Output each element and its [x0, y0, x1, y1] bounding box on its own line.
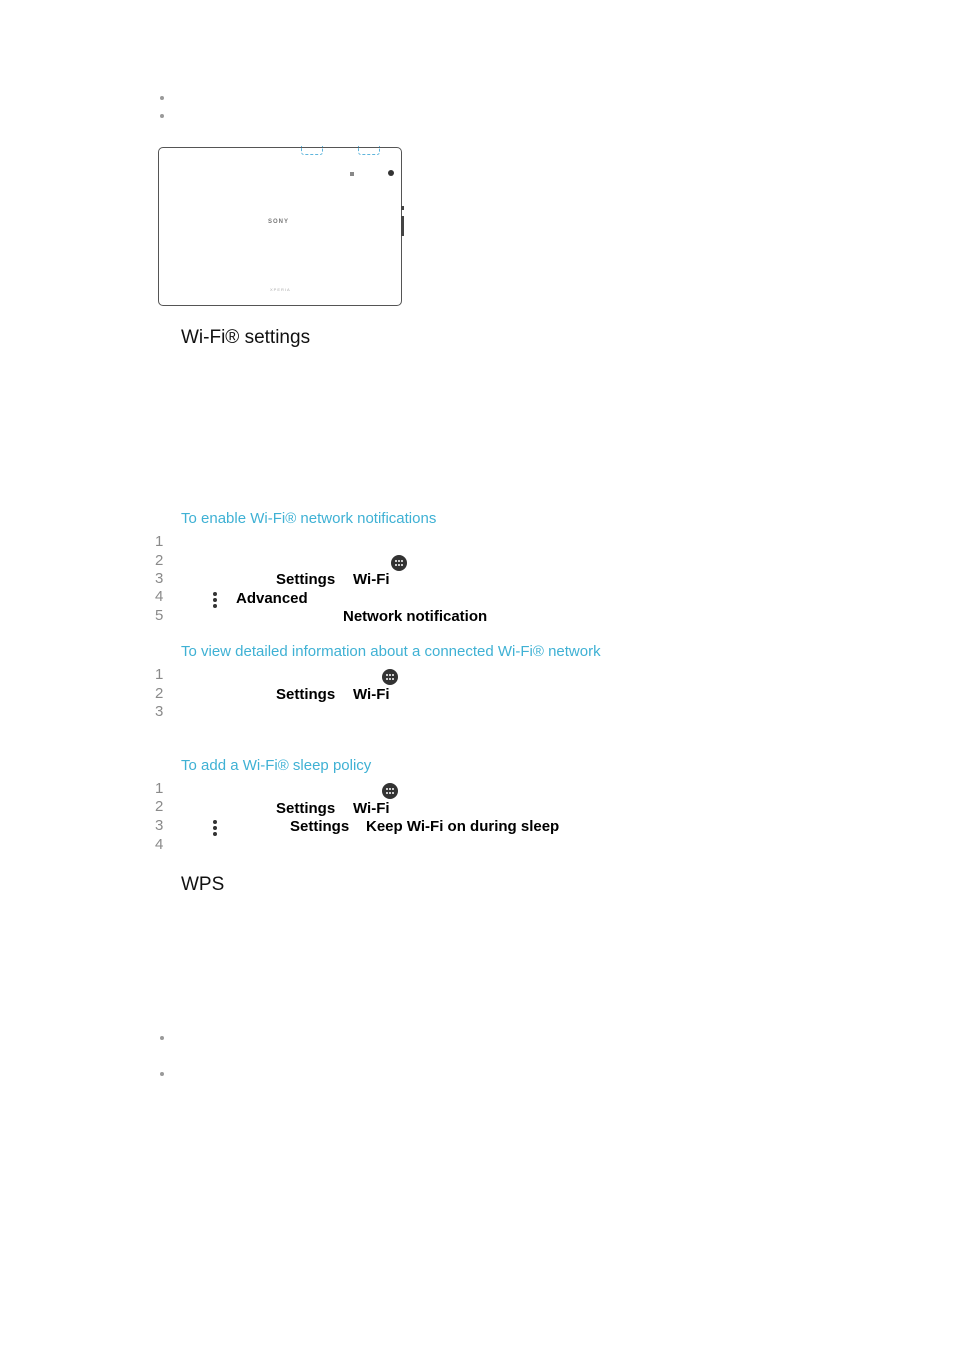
step-number: 1 — [155, 780, 164, 797]
ui-label-wifi: Wi-Fi — [353, 800, 390, 817]
section-heading-wps: WPS — [181, 874, 225, 895]
step-number: 3 — [155, 703, 164, 720]
step-number: 4 — [155, 836, 164, 853]
step-number: 1 — [155, 533, 164, 550]
apps-grid-icon — [391, 555, 407, 571]
ui-label-network-notification: Network notification — [343, 608, 488, 625]
step-number: 5 — [155, 607, 164, 624]
bullet-point — [160, 1036, 164, 1040]
light-sensor — [350, 172, 354, 176]
port-highlight — [301, 146, 323, 155]
ui-label-settings: Settings — [276, 571, 336, 588]
apps-grid-icon — [382, 669, 398, 685]
step-number: 3 — [155, 817, 164, 834]
ui-label-advanced: Advanced — [236, 590, 308, 607]
procedure-title-view-details: To view detailed information about a connected Wi-Fi® network — [181, 643, 601, 660]
step-number: 2 — [155, 552, 164, 569]
section-heading-wifi-settings: Wi-Fi® settings — [181, 327, 311, 348]
bullet-point — [160, 114, 164, 118]
apps-grid-icon — [382, 783, 398, 799]
ui-label-wifi: Wi-Fi — [353, 686, 390, 703]
procedure-title-enable-notifications: To enable Wi-Fi® network notifications — [181, 510, 437, 527]
step-number: 4 — [155, 588, 164, 605]
ui-label-settings-menu: Settings — [290, 818, 350, 835]
overflow-menu-icon — [213, 820, 217, 836]
side-key — [401, 206, 404, 210]
port-highlight — [358, 146, 380, 155]
bullet-point — [160, 1072, 164, 1076]
model-label: XPERIA — [270, 287, 291, 292]
bullet-point — [160, 96, 164, 100]
ui-label-settings: Settings — [276, 686, 336, 703]
side-key — [401, 216, 404, 236]
brand-logo: SONY — [268, 219, 290, 225]
overflow-menu-icon — [213, 592, 217, 608]
front-camera-icon — [388, 170, 394, 176]
step-number: 3 — [155, 570, 164, 587]
tablet-illustration — [158, 147, 402, 306]
procedure-title-sleep-policy: To add a Wi-Fi® sleep policy — [181, 757, 372, 774]
ui-label-wifi: Wi-Fi — [353, 571, 390, 588]
step-number: 1 — [155, 666, 164, 683]
ui-label-keep-wifi-on: Keep Wi-Fi on during sleep — [366, 818, 560, 835]
step-number: 2 — [155, 798, 164, 815]
step-number: 2 — [155, 685, 164, 702]
ui-label-settings: Settings — [276, 800, 336, 817]
